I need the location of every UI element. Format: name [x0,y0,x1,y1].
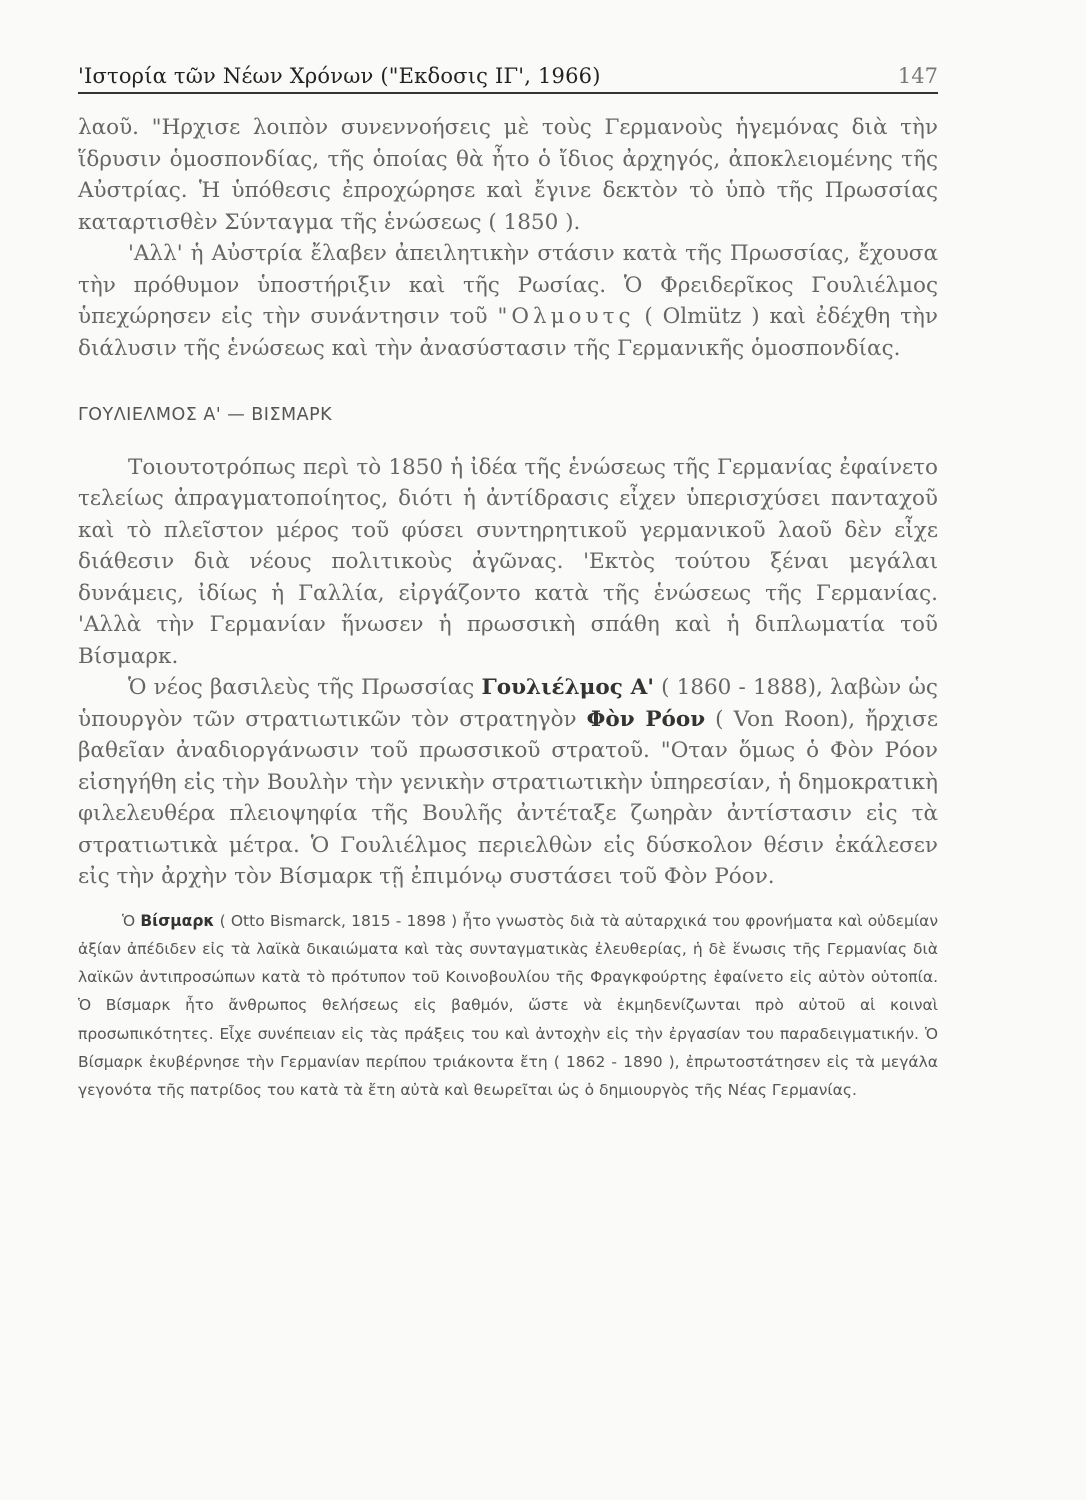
paragraph-2 [78,238,938,364]
paragraph-4-part-1: Ὁ νέος βασιλεὺς τῆς Πρωσσίας [128,675,475,700]
page-number: 147 [897,64,938,88]
paragraph-1: λαοῦ. "Ηρχισε λοιπὸν συνεννοήσεις μὲ τοὺς Γερμανοὺς ἡγεμόνας διὰ τὴν ἵδρυσιν ὁμοσπονδίας, τῆς ὁποίας θὰ ἦτο ὁ ἴδιος ἀρχηγός, ἀποκλειομένης τῆς Αὐστρίας. Ἡ ὑπόθεσις ἐπροχώρησε καὶ ἔγινε δεκτὸν τὸ ὑπὸ τῆς Πρωσσίας καταρτισθὲν Σύνταγμα τῆς ἑνώσεως ( 1850 ). [78,115,938,235]
bold-wilhelm: Γουλιέλμος Α' [481,675,654,700]
main-text [78,112,938,1105]
paragraph-4-part-2: ( 1860 - 1888), λαβὼν ὡς ὑπουργὸν τῶν στρατιωτικῶν τὸν στρατηγὸν [78,675,938,732]
bold-von-roon: Φὸν Ρόον [586,706,706,732]
paragraph-4 [78,672,938,893]
paragraph-2-after: ( Olmütz ) καὶ ἐδέχθη τὴν διάλυσιν τῆς ἑνώσεως καὶ τὴν ἀνασύστασιν τῆς Γερμανικῆς ὁμοσπονδίας. [78,304,938,361]
section-heading: ΓΟΥΛΙΕΛΜΟΣ Α' — ΒΙΣΜΑΡΚ [78,405,333,425]
note-lead: Ὁ [122,911,136,930]
note-bold-bismarck: Βίσμαρκ [140,911,215,930]
book-title: 'Ιστορία τῶν Νέων Χρόνων ("Εκδοσις ΙΓ', 1966) [78,64,601,88]
running-header [78,52,938,94]
note-text: ( Otto Bismarck, 1815 - 1898 ) ἦτο γνωστὸς διὰ τὰ αὐταρχικά του φρονήματα καὶ οὐδεμίαν ἀξίαν ἀπέδιδεν εἰς τὰ λαϊκὰ δικαιώματα καὶ τὰς συνταγματικὰς ἐλευθερίας, ἡ δὲ ἕνωσις τῆς Γερμανίας διὰ λαϊκῶν ἀντιπροσώπων κατὰ τὸ πρότυπον τοῦ Κοινοβουλίου τῆς Φραγκφούρτης ἐφαίνετο εἰς αὐτὸν οὐτοπία. Ὁ Βίσμαρκ ἦτο ἄνθρωπος θελήσεως εἰς βαθμόν, ὥστε νὰ ἐκμηδενίζωνται πρὸ αὐτοῦ αἱ κοιναὶ προσωπικότητες. Εἶχε συνέπειαν εἰς τὰς πράξεις του καὶ ἀντοχὴν εἰς τὴν ἐργασίαν του παραδειγματικήν. Ὁ Βίσμαρκ ἐκυβέρνησε τὴν Γερμανίαν περίπου τριάκοντα ἔτη ( 1862 - 1890 ), ἐπρωτοστάτησεν εἰς τὰ μεγάλα γεγονότα τῆς πατρίδος του κατὰ τὰ ἔτη αὐτὰ καὶ θεωρεῖται ὡς ὁ δημιουργὸς τῆς Νέας Γερμανίας. [78,911,938,1100]
paragraph-2-before: 'Αλλ' ἡ Αὐστρία ἔλαβεν ἀπειλητικὴν στάσιν κατὰ τῆς Πρωσσίας, ἔχουσα τὴν πρόθυμον ὑποστήριξιν καὶ τῆς Ρωσίας. Ὁ Φρειδερῖκος Γουλιέλμος ὑπεχώρησεν εἰς τὴν συνάντησιν τοῦ [78,241,938,329]
paragraph-3: Τοιουτοτρόπως περὶ τὸ 1850 ἡ ἰδέα τῆς ἑνώσεως τῆς Γερμανίας ἐφαίνετο τελείως ἀπραγματοποίητος, διότι ἡ ἀντίδρασις εἶχεν ὑπερισχύσει πανταχοῦ καὶ τὸ πλεῖστον μέρος τοῦ φύσει συντηρητικοῦ γερμανικοῦ λαοῦ δὲν εἶχε διάθεσιν διὰ νέους πολιτικοὺς ἀγῶνας. 'Εκτὸς τούτου ξέναι μεγάλαι δυνάμεις, ἰδίως ἡ Γαλλία, εἰργάζοντο κατὰ τῆς ἑνώσεως τῆς Γερμανίας. 'Αλλὰ τὴν Γερμανίαν ἥνωσεν ἡ πρωσσικὴ σπάθη καὶ ἡ διπλωματία τοῦ Βίσμαρκ. [78,454,938,669]
document-page [78,0,938,1500]
note-paragraph [78,907,938,1105]
bismarck-note [78,907,938,1105]
paragraph-4-part-3: ( Von Roon), ἤρχισε βαθεῖαν ἀναδιοργάνωσιν τοῦ πρωσσικοῦ στρατοῦ. "Οταν ὅμως ὁ Φὸν Ρόον εἰσηγήθη εἰς τὴν Βουλὴν τὴν γενικὴν στρατιωτικὴν ὑπηρεσίαν, ἡ δημοκρατικὴ φιλελευθέρα πλειοψηφία τῆς Βουλῆς ἀντέταξε ζωηρὰν ἀντίστασιν εἰς τὰ στρατιωτικὰ μέτρα. Ὁ Γουλιέλμος περιελθὼν εἰς δύσκολον θέσιν ἐκάλεσεν εἰς τὴν ἀρχὴν τὸν Βίσμαρκ τῇ ἐπιμόνῳ συστάσει τοῦ Φὸν Ρόον. [78,706,938,889]
spaced-place-name: "Ολμουτς [497,304,635,329]
